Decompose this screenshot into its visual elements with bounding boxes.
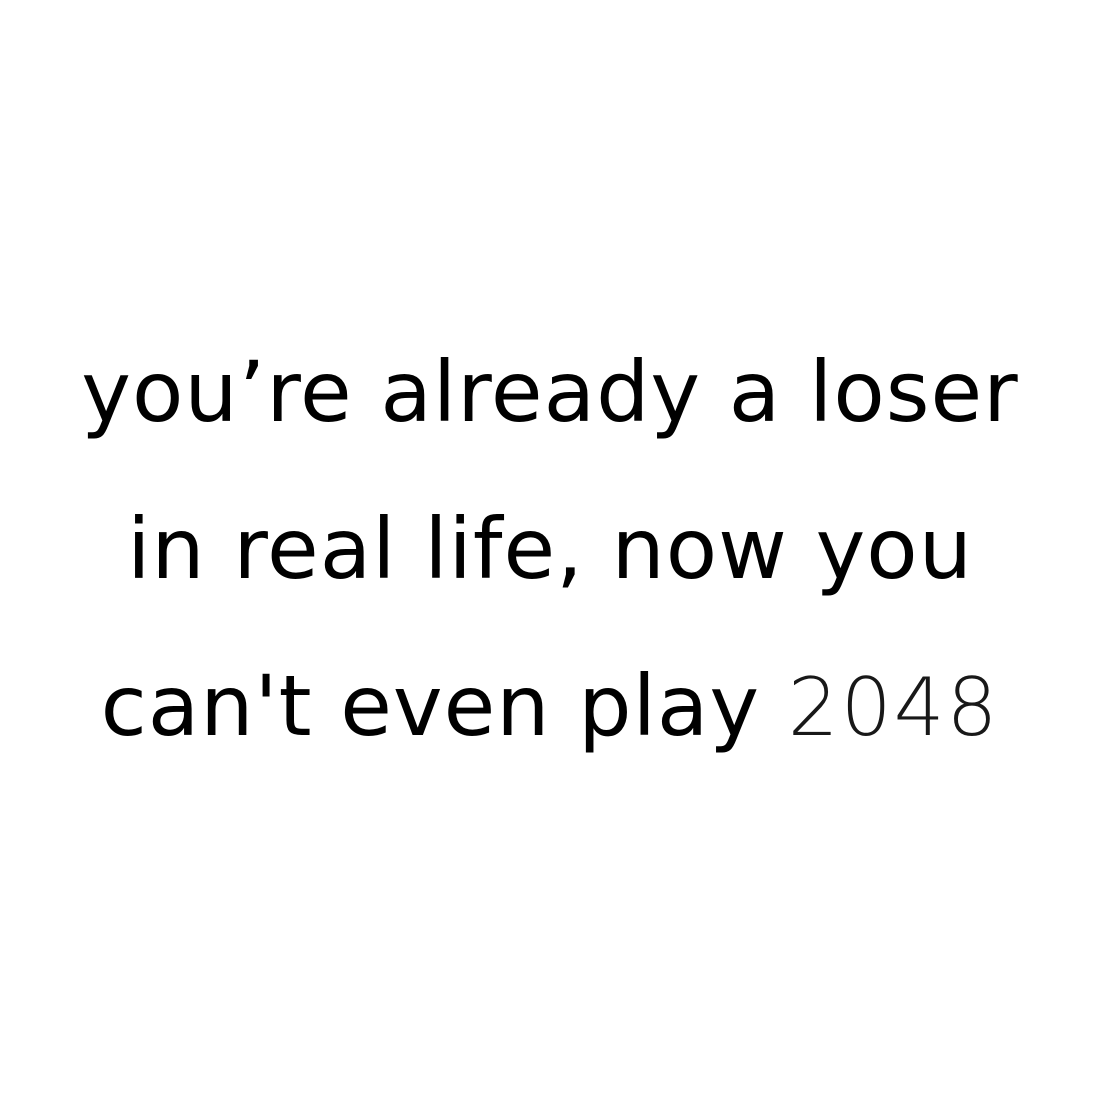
game-title-number: 2048 [787, 661, 1000, 754]
quote-text [0, 314, 1100, 785]
quote-line-3 [0, 628, 1100, 785]
quote-line-1: you’re already a loser [81, 343, 1019, 441]
quote-line-3-text: can't even play [100, 657, 761, 755]
quote-line-2: in real life, now you [127, 500, 973, 598]
